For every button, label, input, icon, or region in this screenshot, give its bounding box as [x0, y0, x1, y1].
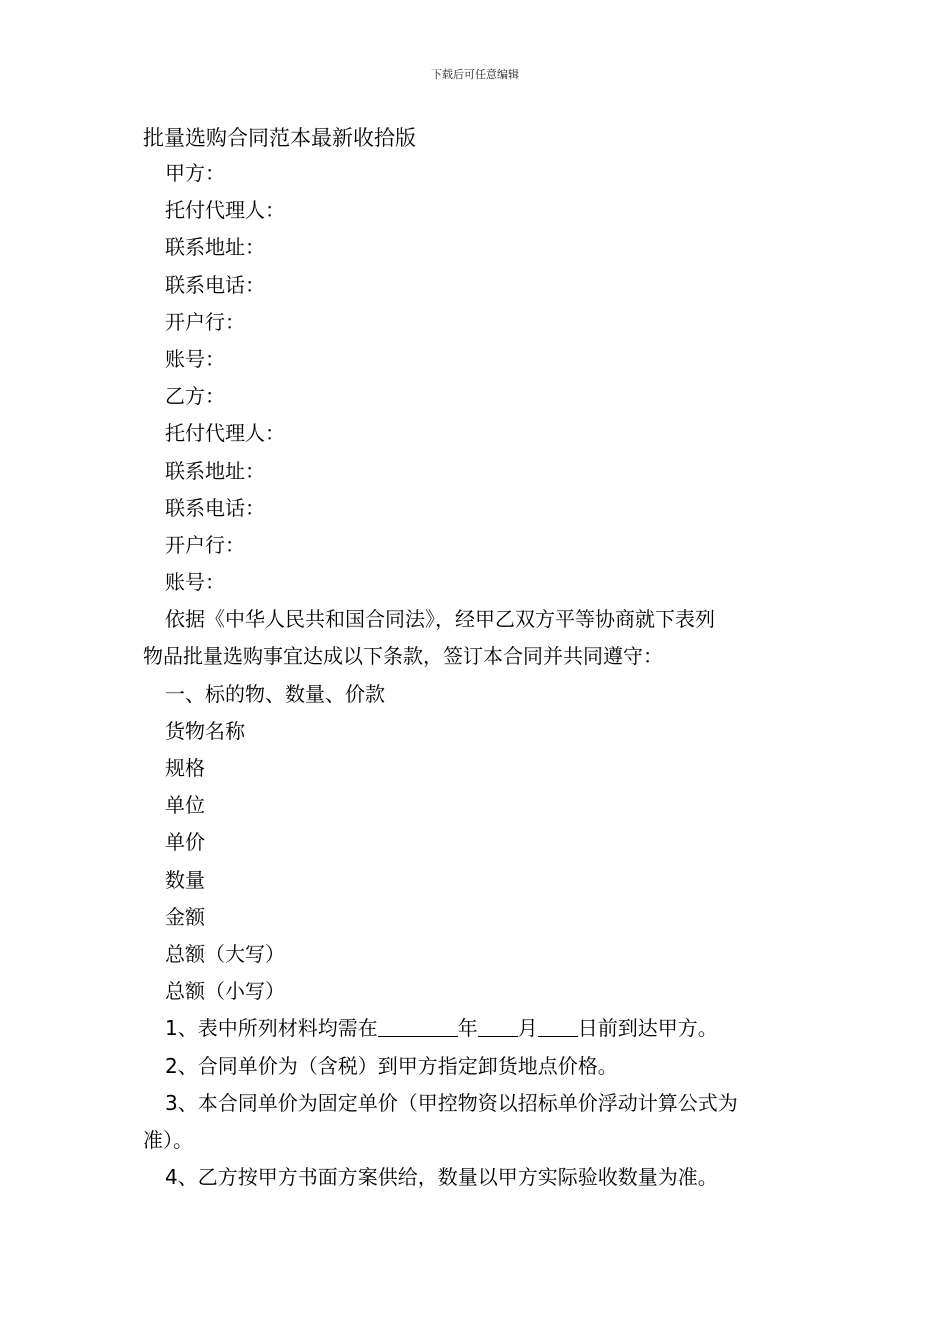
clause-3-line-2: 准）。 — [143, 1127, 193, 1152]
party-a-agent: 托付代理人： — [165, 198, 285, 223]
document-body — [143, 155, 811, 1196]
party-b-phone: 联系电话： — [165, 495, 265, 520]
field-total-uppercase: 总额（大写） — [165, 941, 285, 966]
clause-2: 2、合同单价为（含税）到甲方指定卸货地点价格。 — [165, 1053, 618, 1078]
day-blank — [538, 1016, 578, 1037]
preamble-line-2: 物品批量选购事宜达成以下条款，签订本合同并共同遵守： — [143, 644, 663, 669]
party-a-label: 甲方： — [165, 161, 225, 185]
clause-4: 4、乙方按甲方书面方案供给，数量以甲方实际验收数量为准。 — [165, 1165, 718, 1190]
field-quantity: 数量 — [165, 867, 205, 892]
party-b-address: 联系地址： — [165, 458, 265, 483]
clause-1-suffix: 日前到达甲方。 — [577, 1016, 718, 1041]
party-b-bank: 开户行： — [165, 532, 245, 557]
field-unit-price: 单价 — [165, 830, 205, 855]
party-b-agent: 托付代理人： — [165, 421, 285, 446]
section-1-heading: 一、标的物、数量、价款 — [165, 681, 385, 706]
preamble-line-1: 依据《中华人民共和国合同法》，经甲乙双方平等协商就下表列 — [165, 607, 715, 632]
party-b-account: 账号： — [165, 570, 225, 595]
field-goods-name: 货物名称 — [165, 718, 245, 743]
clause-1 — [143, 1010, 811, 1047]
document-title: 批量选购合同范本最新收拾版 — [143, 126, 416, 150]
clause-3-line-1: 3、本合同单价为固定单价（甲控物资以招标单价浮动计算公式为 — [165, 1090, 738, 1115]
field-total-lowercase: 总额（小写） — [165, 979, 285, 1004]
party-a-address: 联系地址： — [165, 235, 265, 260]
party-a-bank: 开户行： — [165, 309, 245, 334]
clause-1-year: 年 — [457, 1016, 478, 1041]
year-blank — [378, 1016, 458, 1037]
month-blank — [478, 1016, 518, 1037]
page-header-note: 下载后可任意编辑 — [431, 68, 519, 81]
clause-1-prefix: 1、表中所列材料均需在 — [165, 1016, 378, 1041]
field-spec: 规格 — [165, 756, 205, 780]
clause-1-month: 月 — [517, 1016, 538, 1041]
party-a-phone: 联系电话： — [165, 272, 265, 297]
field-unit: 单位 — [165, 793, 205, 818]
party-a-account: 账号： — [165, 346, 225, 371]
field-amount: 金额 — [165, 904, 205, 929]
party-b-label: 乙方： — [165, 384, 225, 409]
